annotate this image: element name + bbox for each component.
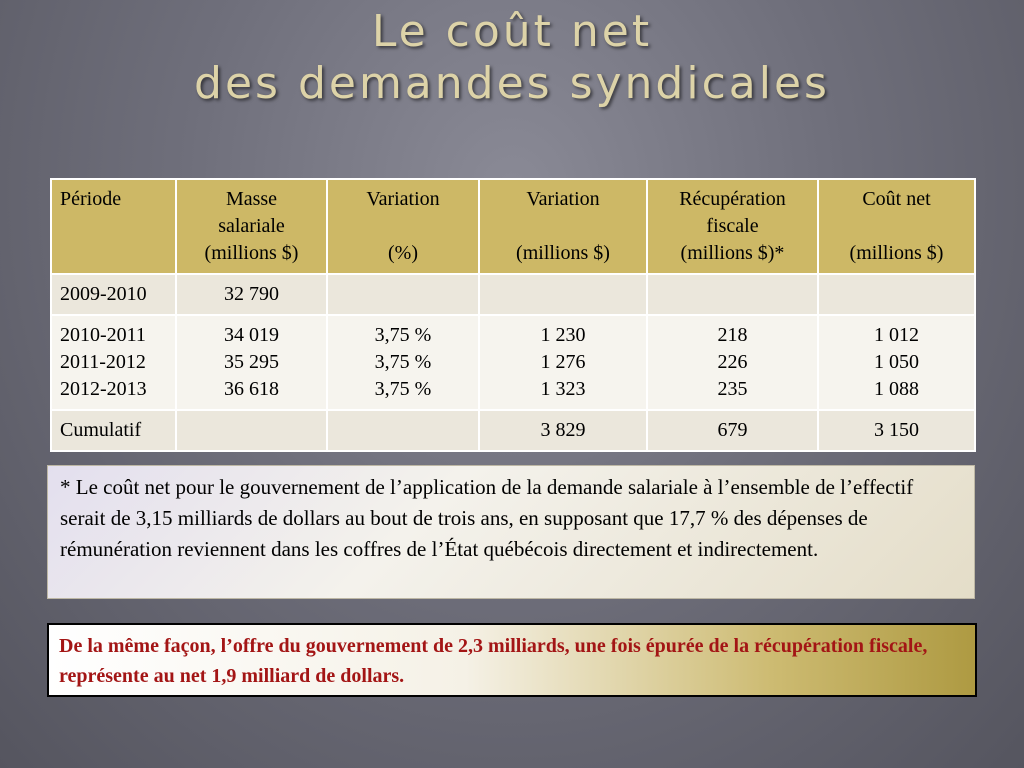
slide-title (0, 6, 1024, 110)
footnote-box (47, 465, 975, 599)
table-cell: Cumulatif (51, 410, 176, 451)
table-cell: 1 012 1 050 1 088 (818, 315, 975, 410)
callout-box (47, 623, 977, 697)
header-cout-net: Coût net (millions $) (818, 179, 975, 274)
callout-text: De la même façon, l’offre du gouvernement de 2,3 milliards, une fois épurée de la récupération fiscale, représente au net 1,9 milliard de dollars. (59, 635, 928, 687)
table-cell: 218 226 235 (647, 315, 818, 410)
cost-table (50, 178, 976, 452)
table-cell: 1 230 1 276 1 323 (479, 315, 647, 410)
table-cell: 2009-2010 (51, 274, 176, 315)
table-row (51, 410, 975, 451)
table-cell: 34 019 35 295 36 618 (176, 315, 327, 410)
footnote-text: * Le coût net pour le gouvernement de l’application de la demande salariale à l’ensemble de l’effectif serait de 3,15 milliards de dollars au bout de trois ans, en supposant que 17,7 % des dépenses de rémunération reviennent dans les coffres de l’État québécois directement et indirectement. (60, 475, 914, 561)
table-cell (176, 410, 327, 451)
table-row (51, 274, 975, 315)
table-cell (327, 410, 479, 451)
table-cell (647, 274, 818, 315)
header-masse-salariale: Masse salariale (millions $) (176, 179, 327, 274)
table-header-row (51, 179, 975, 274)
table-cell: 3 829 (479, 410, 647, 451)
slide-title-line-1: Le coût net (371, 6, 653, 57)
table-cell: 3 150 (818, 410, 975, 451)
table-row (51, 315, 975, 410)
table-cell: 679 (647, 410, 818, 451)
header-variation-millions: Variation (millions $) (479, 179, 647, 274)
header-variation-pct: Variation (%) (327, 179, 479, 274)
table-cell: 3,75 % 3,75 % 3,75 % (327, 315, 479, 410)
table-cell (327, 274, 479, 315)
table-cell: 2010-2011 2011-2012 2012-2013 (51, 315, 176, 410)
table-cell (818, 274, 975, 315)
header-recuperation-fiscale: Récupération fiscale (millions $)* (647, 179, 818, 274)
table-cell: 32 790 (176, 274, 327, 315)
table-cell (479, 274, 647, 315)
header-periode: Période (51, 179, 176, 274)
slide-title-line-2: des demandes syndicales (194, 58, 830, 109)
